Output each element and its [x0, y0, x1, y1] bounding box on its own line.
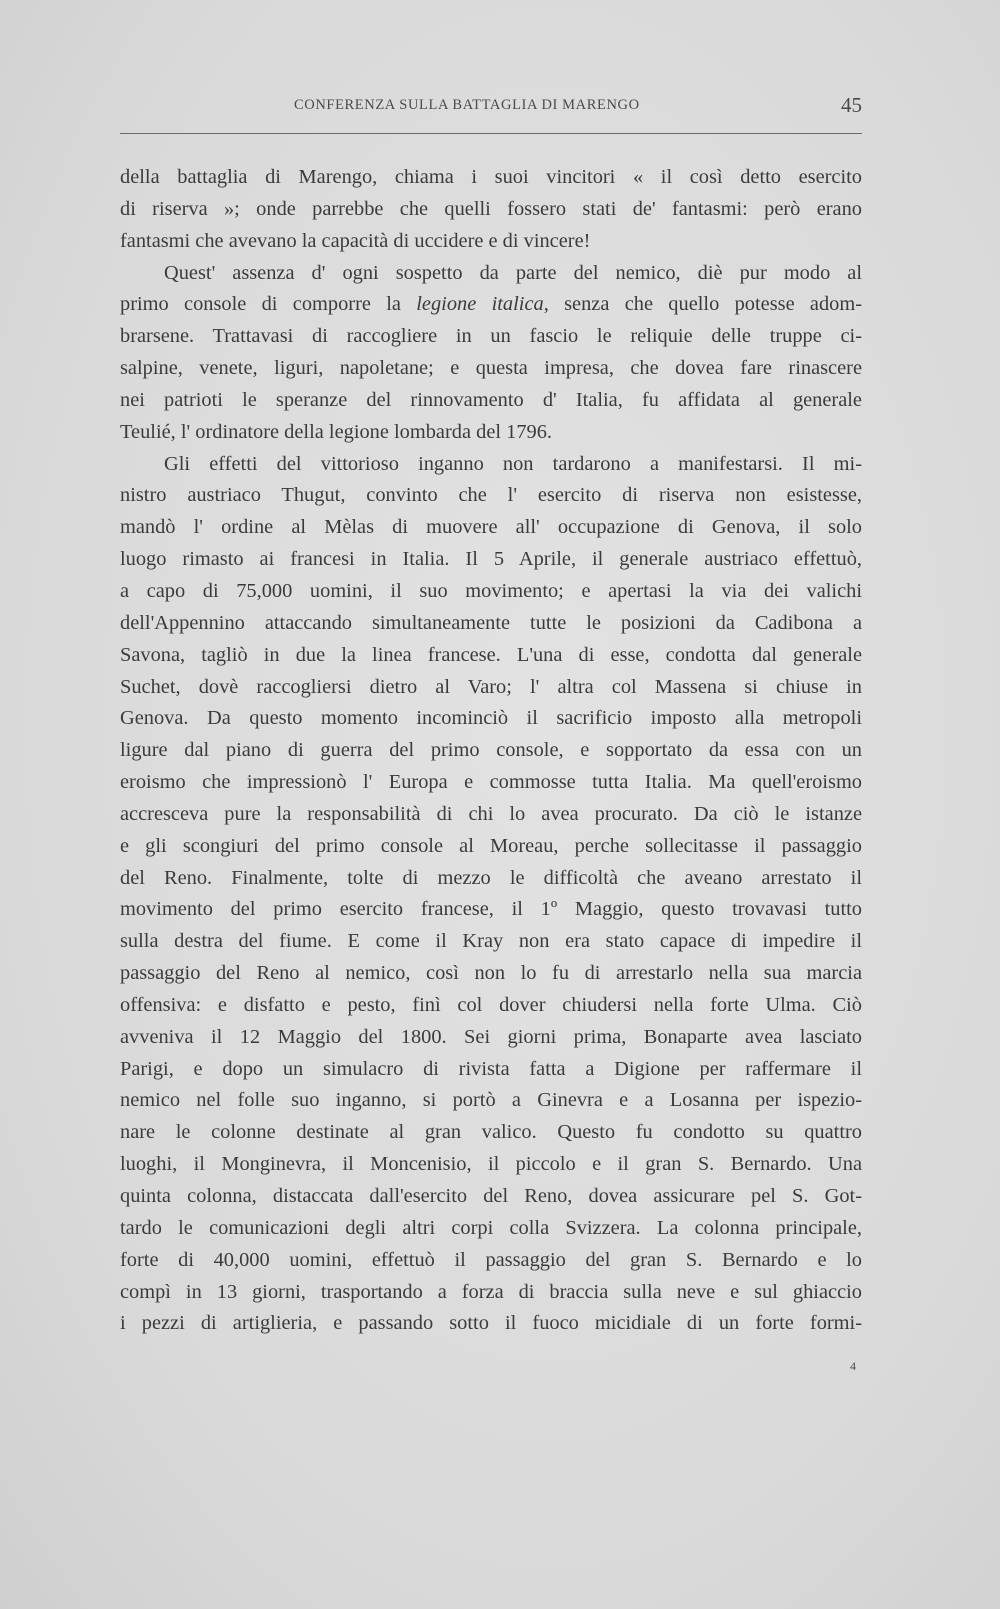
text-line: Genova. Da questo momento incominciò il sacrificio imposto alla metropoli: [120, 707, 862, 730]
text-line: luoghi, il Monginevra, il Moncenisio, il piccolo e il gran S. Bernardo. Una: [120, 1153, 862, 1176]
text-line: nei patrioti le speranze del rinnovamento d' Italia, fu affidata al generale: [120, 388, 862, 411]
text-line: Teulié, l' ordinatore della legione lombarda del 1796.: [120, 420, 553, 443]
text-line: compì in 13 giorni, trasportando a forza di braccia sulla neve e sul ghiaccio: [120, 1280, 862, 1303]
text-line: [120, 289, 862, 321]
text-segment: , senza che quello potesse adom-: [543, 293, 863, 316]
page-number: 45: [841, 93, 862, 117]
text-line: Gli effetti del vittorioso inganno non tardarono a manifestarsi. Il mi-: [164, 452, 862, 475]
text-line: e gli scongiuri del primo console al Moreau, perche sollecitasse il passaggio: [120, 834, 862, 857]
text-line: i pezzi di artiglieria, e passando sotto il fuoco micidiale di un forte formi-: [120, 1312, 862, 1335]
text-line: accresceva pure la responsabilità di chi lo avea procurato. Da ciò le istanze: [120, 802, 862, 825]
text-line: nistro austriaco Thugut, convinto che l' esercito di riserva non esistesse,: [120, 484, 862, 507]
text-line: tardo le comunicazioni degli altri corpi colla Svizzera. La colonna principale,: [120, 1216, 862, 1239]
text-line: fantasmi che avevano la capacità di uccidere e di vincere!: [120, 229, 591, 252]
text-line: Suchet, dovè raccogliersi dietro al Varo; l' altra col Massena si chiuse in: [120, 675, 862, 698]
text-line: sulla destra del fiume. E come il Kray non era stato capace di impedire il: [120, 930, 862, 953]
text-line: nare le colonne destinate al gran valico. Questo fu condotto su quattro: [120, 1121, 862, 1144]
signature-mark: 4: [850, 1359, 856, 1373]
text-line: movimento del primo esercito francese, il 1º Maggio, questo trovavasi tutto: [120, 898, 862, 921]
text-line: ligure dal piano di guerra del primo console, e sopportato da essa con un: [120, 739, 862, 762]
text-segment: primo console di comporre la: [120, 293, 417, 316]
text-line: Savona, tagliò in due la linea francese. L'una di esse, condotta dal generale: [120, 643, 862, 666]
text-line: Parigi, e dopo un simulacro di rivista fatta a Digione per raffermare il: [120, 1057, 862, 1080]
header-rule: [120, 133, 862, 134]
text-line: di riserva »; onde parrebbe che quelli fossero stati de' fantasmi: però erano: [120, 197, 862, 220]
text-line: luogo rimasto ai francesi in Italia. Il 5 Aprile, il generale austriaco effettuò,: [120, 548, 862, 571]
text-line: avveniva il 12 Maggio del 1800. Sei giorni prima, Bonaparte avea lasciato: [120, 1025, 862, 1048]
text-line: Quest' assenza d' ogni sospetto da parte del nemico, diè pur modo al: [164, 261, 862, 284]
text-line: passaggio del Reno al nemico, così non lo fu di arrestarlo nella sua marcia: [120, 962, 862, 985]
text-line: salpine, venete, liguri, napoletane; e questa impresa, che dovea fare rinascere: [120, 357, 862, 380]
text-line: della battaglia di Marengo, chiama i suoi vincitori « il così detto esercito: [120, 166, 862, 188]
text-line: a capo di 75,000 uomini, il suo movimento; e apertasi la via dei valichi: [120, 579, 862, 602]
running-title: CONFERENZA SULLA BATTAGLIA DI MARENGO: [294, 97, 640, 113]
text-line: offensiva: e disfatto e pesto, finì col dover chiudersi nella forte Ulma. Ciò: [120, 993, 862, 1016]
text-line: mandò l' ordine al Mèlas di muovere all' occupazione di Genova, il solo: [120, 516, 862, 539]
text-line: brarsene. Trattavasi di raccogliere in un fascio le reliquie delle truppe ci-: [120, 325, 862, 348]
text-line: del Reno. Finalmente, tolte di mezzo le difficoltà che aveano arrestato il: [120, 866, 862, 889]
text-line: quinta colonna, distaccata dall'esercito del Reno, dovea assicurare pel S. Got-: [120, 1185, 862, 1207]
running-header: [120, 93, 862, 123]
text-line: dell'Appennino attaccando simultaneamente tutte le posizioni da Cadibona a: [120, 611, 862, 634]
text-line: forte di 40,000 uomini, effettuò il passaggio del gran S. Bernardo e lo: [120, 1248, 862, 1271]
text-line: eroismo che impressionò l' Europa e commosse tutta Italia. Ma quell'eroismo: [120, 771, 862, 794]
italic-term: legione italica: [416, 293, 544, 316]
body-text: [120, 162, 862, 1340]
text-line: nemico nel folle suo inganno, si portò a Ginevra e a Losanna per ispezio-: [120, 1089, 862, 1112]
